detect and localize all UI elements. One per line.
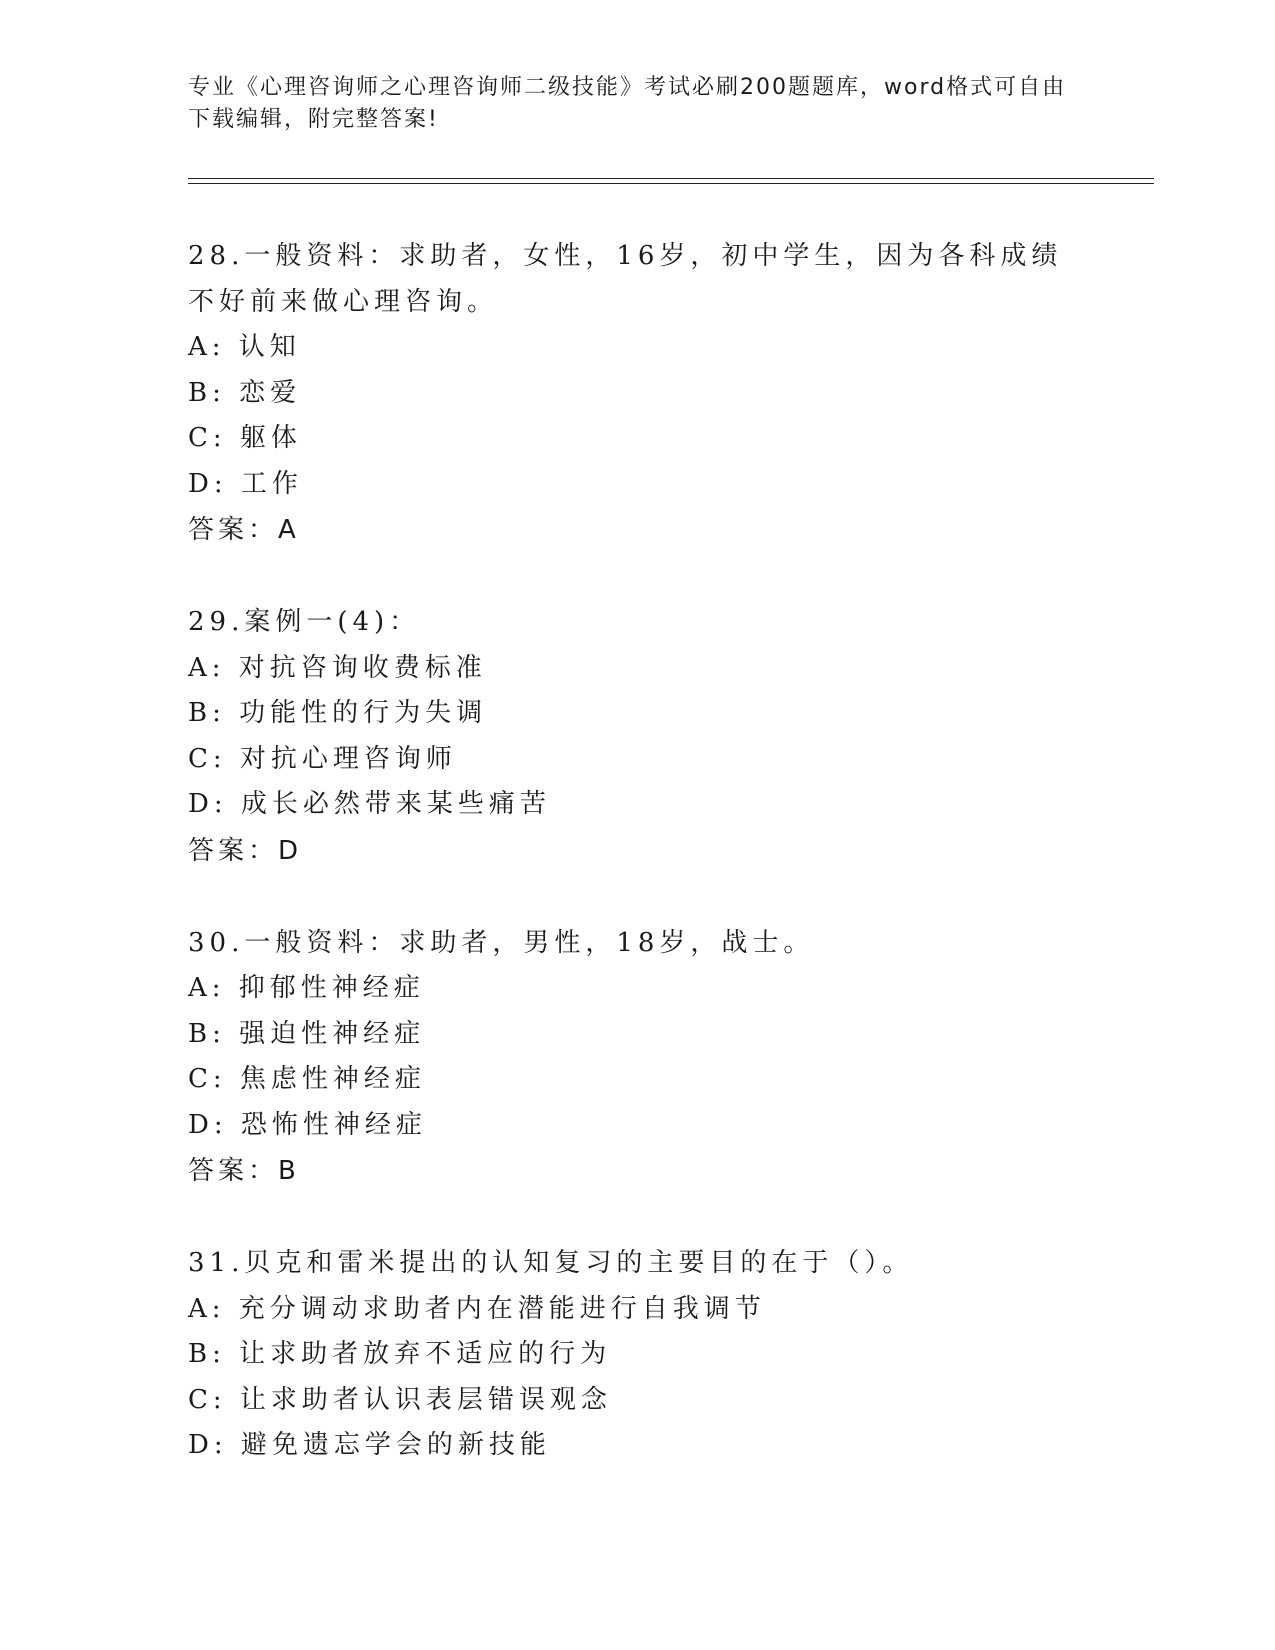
option-a: A: 认知: [188, 332, 301, 362]
option-c: C: 让求助者认识表层错误观念: [188, 1384, 612, 1415]
option-c: C: 躯体: [188, 423, 302, 453]
question-28: [188, 234, 1088, 553]
option-c: C: 焦虑性神经症: [188, 1064, 426, 1094]
option-b: B: 让求助者放弃不适应的行为: [188, 1339, 612, 1369]
question-stem: 30.一般资料：求助者，男性，18岁，战士。: [188, 927, 815, 958]
answer-line: 答案：B: [188, 1156, 300, 1186]
document-header: 专业《心理咨询师之心理咨询师二级技能》考试必刷200题题库，word格式可自由下载编辑，附完整答案!: [188, 75, 1067, 132]
question-list: [188, 234, 1088, 1516]
option-d: D: 避免遗忘学会的新技能: [188, 1430, 551, 1460]
question-stem: 29.案例一(4)：: [188, 607, 421, 637]
option-d: D: 工作: [188, 468, 303, 499]
question-31: [188, 1241, 1088, 1469]
question-stem: 28.一般资料：求助者，女性，16岁，初中学生，因为各科成绩不好前来做心理咨询。: [188, 241, 1063, 317]
option-a: A: 充分调动求助者内在潜能进行自我调节: [188, 1293, 766, 1324]
option-d: D: 恐怖性神经症: [188, 1109, 427, 1140]
option-d: D: 成长必然带来某些痛苦: [188, 789, 551, 819]
answer-line: 答案：A: [188, 515, 300, 545]
option-a: A: 对抗咨询收费标准: [188, 652, 487, 683]
option-b: B: 强迫性神经症: [188, 1018, 426, 1049]
option-b: B: 恋爱: [188, 377, 302, 408]
question-30: [188, 921, 1088, 1195]
header-divider-top: [188, 178, 1154, 179]
header-divider-bottom: [188, 183, 1154, 184]
option-c: C: 对抗心理咨询师: [188, 743, 457, 774]
option-a: A: 抑郁性神经症: [188, 973, 425, 1003]
option-b: B: 功能性的行为失调: [188, 698, 488, 728]
question-stem: 31.贝克和雷米提出的认知复习的主要目的在于（）。: [188, 1248, 914, 1278]
answer-line: 答案：D: [188, 835, 303, 866]
question-29: [188, 600, 1088, 874]
